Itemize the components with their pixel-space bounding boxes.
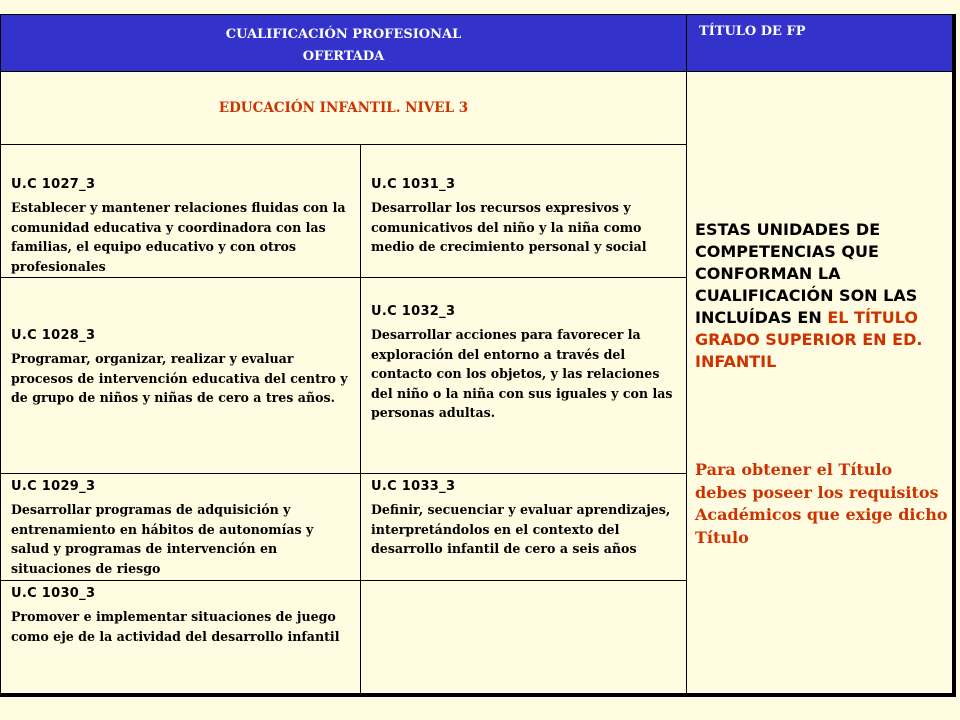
- table-shadow-frame: [0, 14, 955, 696]
- unit-code: U.C 1033_3: [371, 479, 456, 494]
- unit-description: Promover e implementar situaciones de juego como eje de la actividad del desarrollo infantil: [11, 609, 340, 644]
- header-title-fp: TÍTULO DE FP: [687, 15, 956, 72]
- section-title: EDUCACIÓN INFANTIL. NIVEL 3: [1, 72, 687, 145]
- statement-highlight: EL TÍTULO GRADO SUPERIOR EN ED. INFANTIL: [695, 308, 923, 371]
- unit-description: Establecer y mantener relaciones fluidas con la comunidad educativa y coordinadora con las familias, el equipo educativo y con otros profesionales: [11, 200, 346, 274]
- unit-code: U.C 1031_3: [371, 177, 456, 192]
- unit-description: Desarrollar los recursos expresivos y comunicativos del niño y la niña como medio de crecimiento personal y social: [371, 200, 647, 254]
- header-qualification-line2: OFERTADA: [302, 49, 385, 64]
- unit-description: Desarrollar programas de adquisición y entrenamiento en hábitos de autonomías y salud y programas de intervención en situaciones de riesgo: [11, 502, 314, 576]
- header-qualification-line1: CUALIFICACIÓN PROFESIONAL: [225, 27, 462, 42]
- unit-description: Desarrollar acciones para favorecer la exploración del entorno a través del contacto con los objetos, y las relaciones del niño o la niña con sus iguales y con las personas adultas.: [371, 327, 673, 420]
- unit-code: U.C 1028_3: [11, 328, 96, 343]
- statement-text: ESTAS UNIDADES DE COMPETENCIAS QUE CONFORMAN LA CUALIFICACIÓN SON LAS INCLUÍDAS EN: [695, 220, 918, 327]
- unit-code: U.C 1032_3: [371, 304, 456, 319]
- unit-description: Definir, secuenciar y evaluar aprendizajes, interpretándolos en el contexto del desarrollo infantil de cero a seis años: [371, 502, 671, 556]
- unit-code: U.C 1029_3: [11, 479, 96, 494]
- requirements-note: Para obtener el Título debes poseer los requisitos Académicos que exige dicho Título: [695, 460, 948, 547]
- unit-code: U.C 1027_3: [11, 177, 96, 192]
- unit-description: Programar, organizar, realizar y evaluar procesos de intervención educativa del centro y de grupo de niños y niñas de cero a tres años.: [11, 351, 348, 405]
- unit-code: U.C 1030_3: [11, 586, 96, 601]
